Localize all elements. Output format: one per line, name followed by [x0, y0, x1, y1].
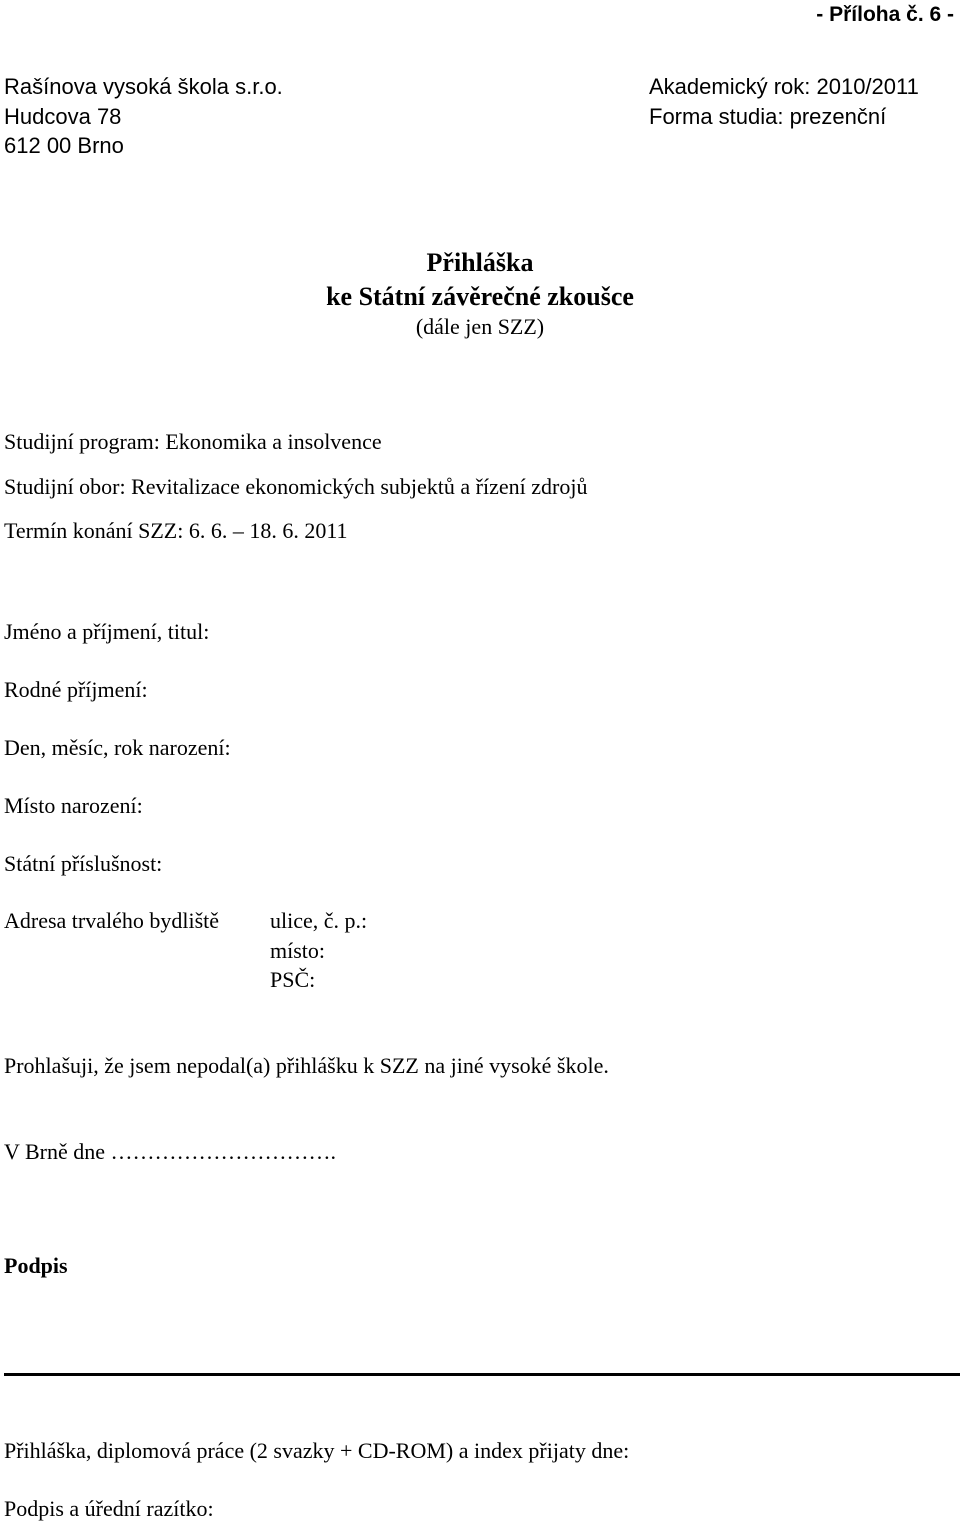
divider [4, 1373, 960, 1376]
field-label-birth-place: Místo narození: [4, 793, 143, 818]
field-label-zip: PSČ: [270, 967, 316, 992]
field-label-address: Adresa trvalého bydliště [4, 908, 220, 933]
appendix-label: - Příloha č. 6 - [816, 3, 954, 26]
declaration: Prohlašuji, že jsem nepodal(a) přihlášku k SZZ na jiné vysoké škole. [4, 1053, 609, 1078]
study-form: Forma studia: prezenční [649, 104, 887, 129]
study-program: Studijní program: Ekonomika a insolvence [4, 429, 382, 454]
title-abbreviation: (dále jen SZZ) [415, 314, 545, 339]
signature-label: Podpis [4, 1253, 68, 1278]
exam-date: Termín konání SZZ: 6. 6. – 18. 6. 2011 [4, 518, 348, 543]
academic-year: Akademický rok: 2010/2011 [649, 74, 919, 99]
school-street: Hudcova 78 [4, 104, 122, 129]
office-stamp: Podpis a úřední razítko: [4, 1496, 214, 1521]
date-line: V Brně dne …………………………. [4, 1139, 337, 1164]
field-label-birth-date: Den, měsíc, rok narození: [4, 735, 231, 760]
field-label-name: Jméno a příjmení, titul: [4, 619, 210, 644]
field-label-citizenship: Státní příslušnost: [4, 851, 163, 876]
field-label-street: ulice, č. p.: [270, 908, 368, 933]
school-name: Rašínova vysoká škola s.r.o. [4, 74, 283, 99]
study-field: Studijní obor: Revitalizace ekonomických subjektů a řízení zdrojů [4, 474, 588, 499]
office-received: Přihláška, diplomová práce (2 svazky + CD-ROM) a index přijaty dne: [4, 1438, 630, 1463]
page-title: Přihláška [426, 248, 534, 277]
field-label-birth-surname: Rodné příjmení: [4, 677, 148, 702]
school-city: 612 00 Brno [4, 133, 124, 158]
page-subtitle: ke Státní závěrečné zkoušce [326, 282, 634, 311]
field-label-place: místo: [270, 938, 326, 963]
